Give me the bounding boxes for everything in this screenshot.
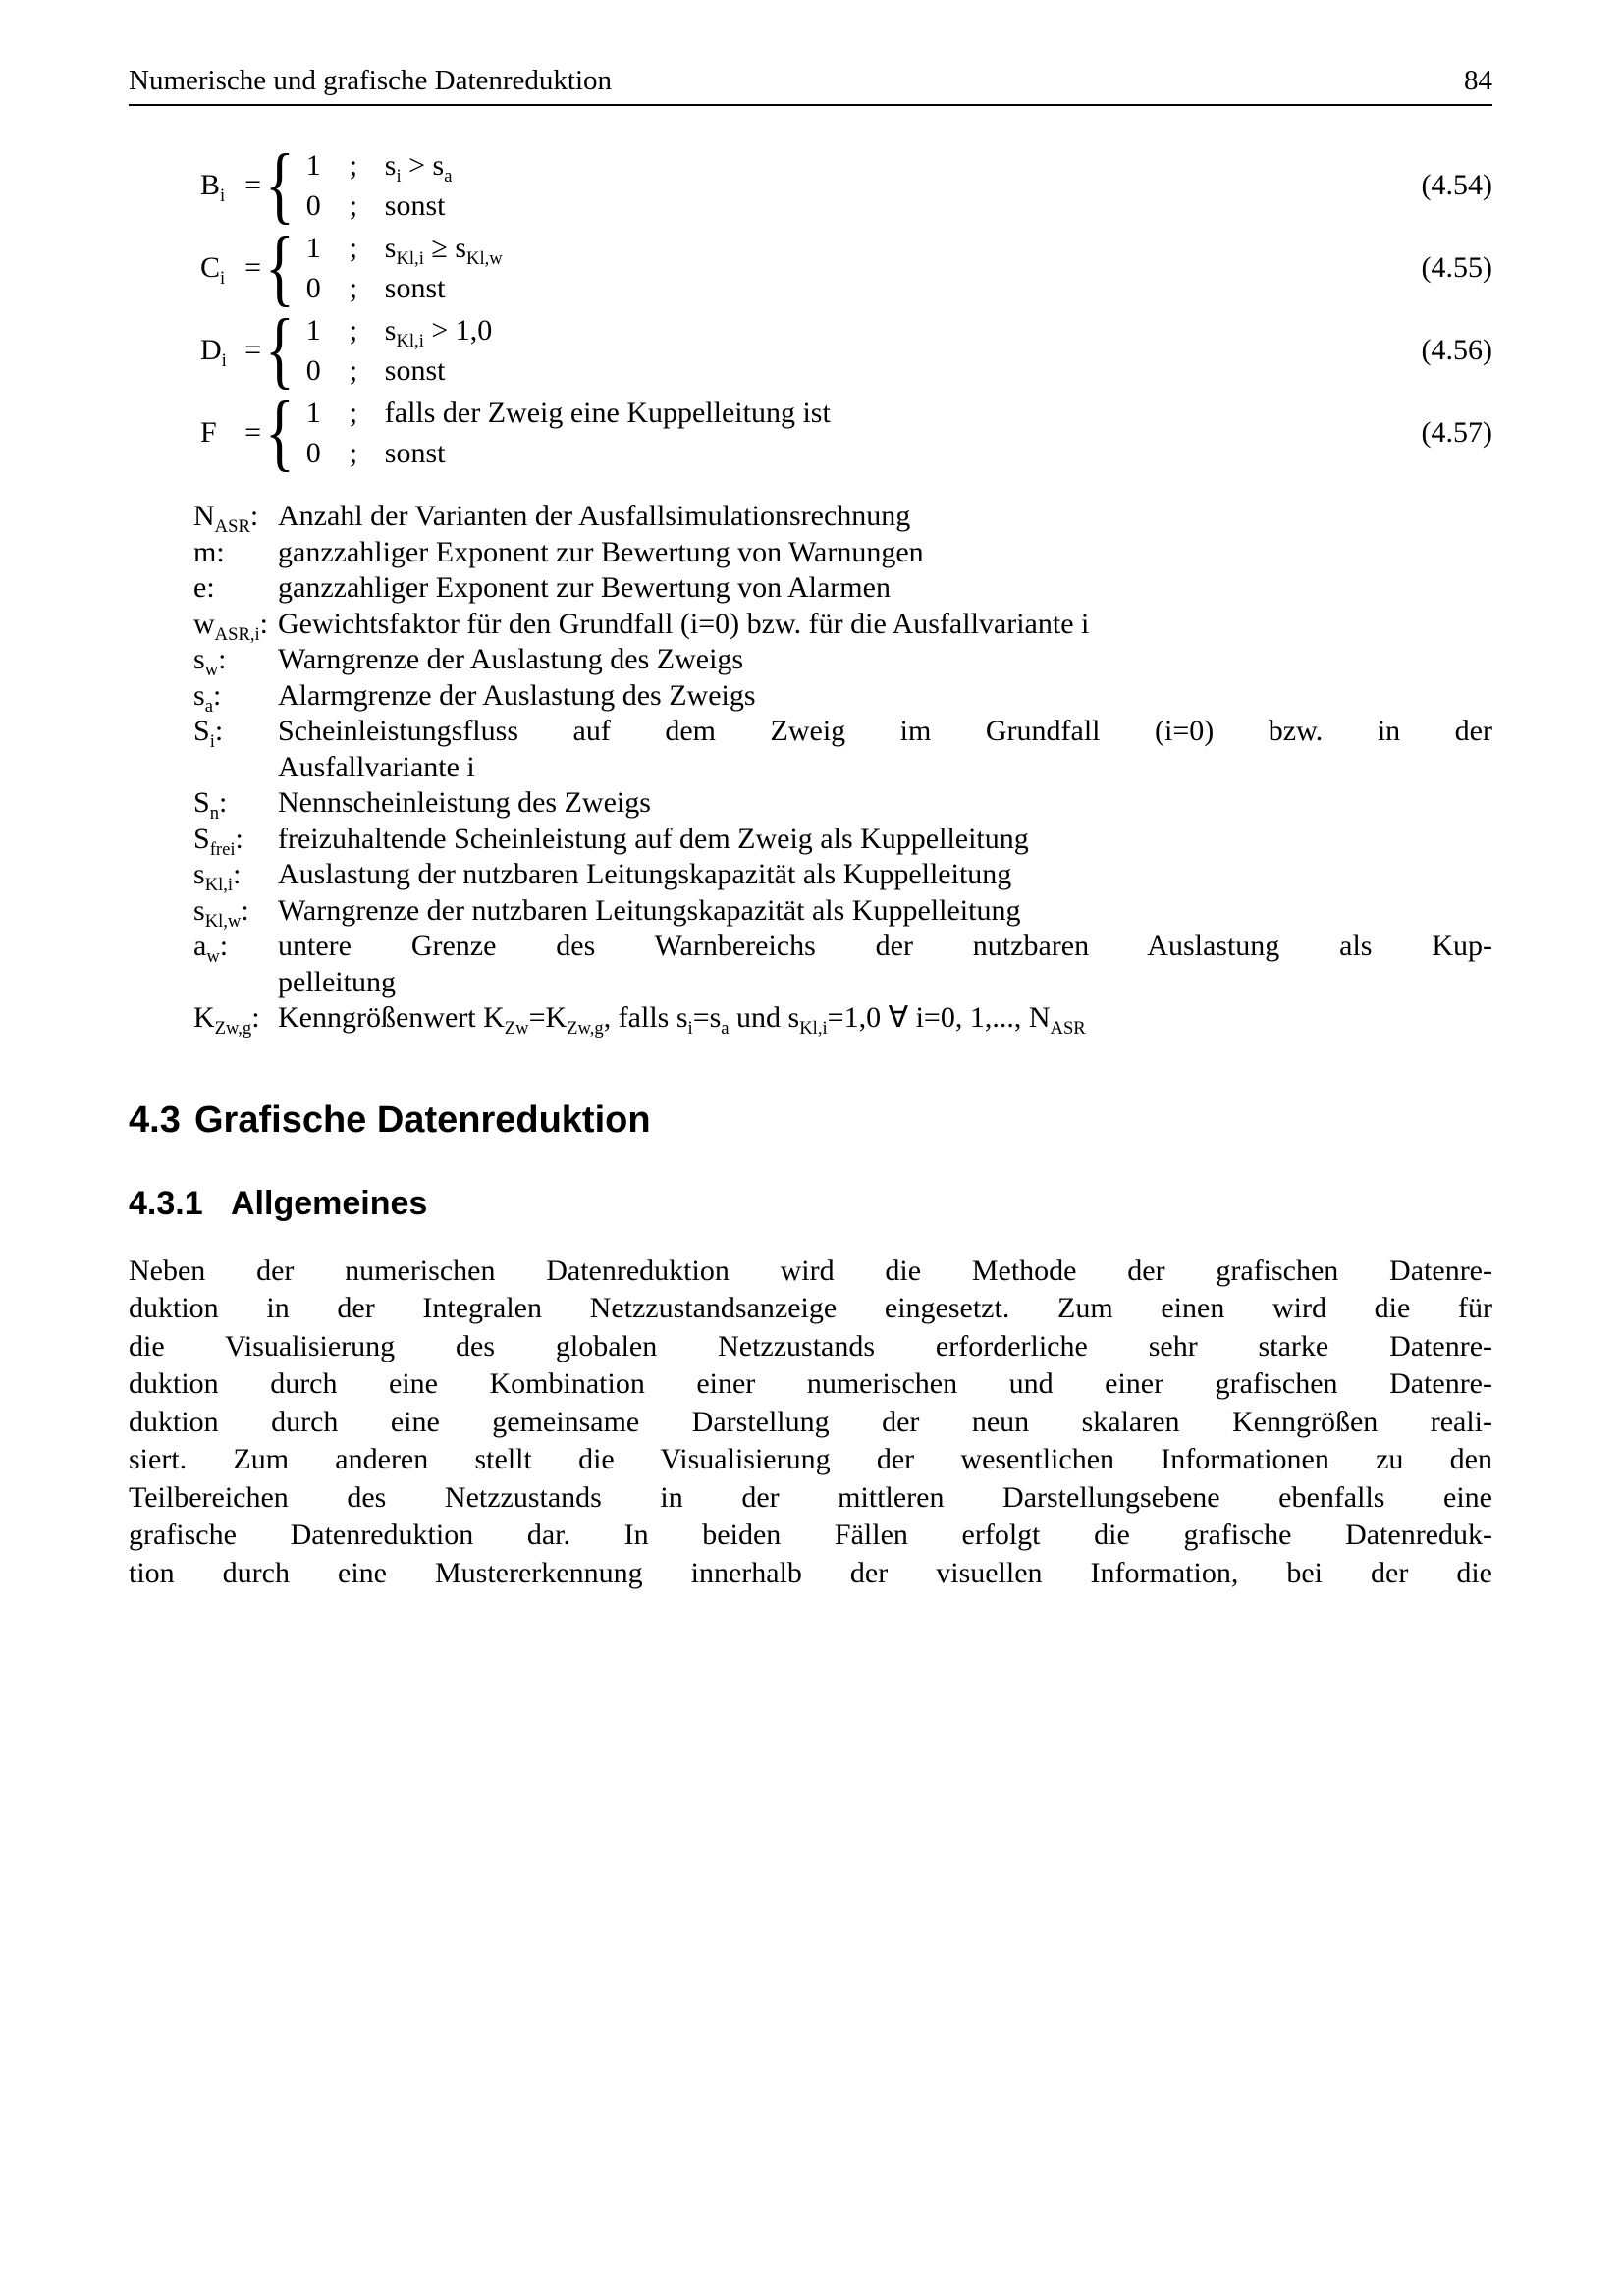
definition-row xyxy=(193,499,1492,535)
text-segment: : xyxy=(259,607,269,640)
case-value: 0 xyxy=(305,437,321,469)
text-segment: falls der Zweig eine Kuppelleitung ist xyxy=(384,397,831,429)
case-value: 1 xyxy=(305,149,321,182)
subscript-text: ASR,i xyxy=(214,623,260,645)
definition-row xyxy=(193,570,1492,607)
definition-term xyxy=(193,570,278,607)
definition-line xyxy=(278,1000,1492,1037)
subscript-text: Kl,i xyxy=(204,875,234,895)
text-segment: =s xyxy=(692,1001,722,1034)
subscript-text: i xyxy=(220,268,226,289)
definition-line xyxy=(278,893,1492,930)
subscript-text: i xyxy=(209,731,215,752)
equation-left xyxy=(200,302,493,398)
case-condition xyxy=(385,310,493,350)
subscript-text: Zw xyxy=(504,1018,529,1039)
paragraph-line: duktion durch eine gemeinsame Darstellung der neun skalaren Kenngrößen reali- xyxy=(129,1405,1492,1438)
text-segment: Gewichtsfaktor für den Grundfall (i=0) bzw. für die Ausfallvariante i xyxy=(278,607,1090,640)
text-segment: : xyxy=(249,500,259,532)
equation-lhs xyxy=(200,416,261,450)
text-segment: a xyxy=(193,930,207,962)
text-segment: pelleitung xyxy=(278,965,396,998)
case-condition xyxy=(385,186,446,226)
text-segment: D xyxy=(200,334,222,366)
definition-line xyxy=(278,714,1492,750)
definition-term xyxy=(193,929,278,1000)
subscript-text: frei xyxy=(209,838,236,860)
cases-brace-glyph: { xyxy=(265,137,295,233)
case-value: 1 xyxy=(305,232,321,264)
text-segment: F xyxy=(200,416,217,449)
definition-description xyxy=(278,570,1492,607)
paragraph-line: tion durch eine Mustererkennung innerhalb der visuellen Information, bei der die xyxy=(129,1556,1492,1589)
subsection-number: 4.3.1 xyxy=(129,1184,203,1222)
text-segment: ganzzahliger Exponent zur Bewertung von Warnungen xyxy=(278,535,924,568)
text-segment: Auslastung der nutzbaren Leitungskapazität als Kuppelleitung xyxy=(278,858,1012,890)
equation-variable xyxy=(200,251,226,289)
text-segment: S xyxy=(193,715,210,747)
case-condition xyxy=(385,228,503,268)
equals-sign: = xyxy=(244,416,261,449)
equation-left xyxy=(200,137,453,233)
cases-brace-glyph: { xyxy=(265,220,295,315)
case-separator: ; xyxy=(349,232,358,264)
equation-cases xyxy=(306,310,493,391)
definition-line xyxy=(278,607,1492,643)
case-condition xyxy=(385,268,446,308)
case-value: 1 xyxy=(305,397,321,429)
subscript-text: i xyxy=(220,186,226,206)
definition-line xyxy=(278,678,1492,715)
equation-number: (4.55) xyxy=(1421,251,1492,284)
case-row xyxy=(306,268,503,308)
text-segment: : xyxy=(251,1001,260,1034)
subscript-text: a xyxy=(444,166,453,187)
definition-line xyxy=(278,857,1492,893)
subscript-text: Kl,i xyxy=(396,248,424,269)
definition-row xyxy=(193,642,1492,678)
definition-row xyxy=(193,857,1492,893)
text-segment: : xyxy=(214,715,224,747)
case-value: 0 xyxy=(305,354,321,387)
equation-left xyxy=(200,220,503,315)
text-segment: N xyxy=(193,500,215,532)
text-segment: s xyxy=(384,232,397,264)
text-segment: s xyxy=(384,149,397,182)
cases-brace-glyph: { xyxy=(265,385,295,480)
paragraph-line: Neben der numerischen Datenreduktion wird die Methode der grafischen Datenre- xyxy=(129,1254,1492,1287)
text-segment: Scheinleistungsfluss auf dem Zweig im Grundfall (i=0) bzw. in der xyxy=(278,715,1492,747)
definition-term xyxy=(193,822,278,858)
text-segment: > s xyxy=(401,149,445,182)
text-segment: ganzzahliger Exponent zur Bewertung von Alarmen xyxy=(278,571,891,604)
case-row xyxy=(306,310,493,350)
text-segment: sonst xyxy=(384,437,446,469)
text-segment: Warngrenze der Auslastung des Zweigs xyxy=(278,643,744,675)
case-condition xyxy=(385,393,831,433)
text-segment: s xyxy=(384,314,397,347)
subscript-text: Kl,w xyxy=(204,910,242,932)
case-separator: ; xyxy=(349,189,358,222)
definition-term xyxy=(193,678,278,715)
page-header xyxy=(129,65,1492,106)
definition-description xyxy=(278,642,1492,678)
text-segment: sonst xyxy=(384,354,446,387)
definition-description xyxy=(278,822,1492,858)
text-segment: sonst xyxy=(384,189,446,222)
subscript-text: n xyxy=(209,803,219,824)
section-heading xyxy=(129,1099,1492,1142)
equation-cases xyxy=(306,393,831,473)
definition-description xyxy=(278,678,1492,715)
case-row xyxy=(306,145,453,186)
text-segment: m: xyxy=(193,535,225,568)
definition-description xyxy=(278,499,1492,535)
subscript-text: i xyxy=(687,1018,693,1039)
running-title: Numerische und grafische Datenreduktion xyxy=(129,65,613,96)
text-segment: : xyxy=(218,643,227,675)
equals-sign: = xyxy=(244,334,261,366)
definition-description xyxy=(278,535,1492,571)
definition-term xyxy=(193,607,278,643)
case-value: 0 xyxy=(305,189,321,222)
paragraph-line: Teilbereichen des Netzzustands in der mittleren Darstellungsebene ebenfalls eine xyxy=(129,1480,1492,1514)
paragraph-line: die Visualisierung des globalen Netzzustands erforderliche sehr starke Datenre- xyxy=(129,1329,1492,1362)
equation-lhs xyxy=(200,334,261,371)
case-separator: ; xyxy=(349,314,358,347)
definition-line xyxy=(278,785,1492,822)
case-separator: ; xyxy=(349,149,358,182)
text-segment: w xyxy=(193,607,215,640)
text-segment: s xyxy=(193,643,205,675)
definition-line xyxy=(278,750,1492,786)
text-segment: : xyxy=(241,893,249,927)
text-segment: freizuhaltende Scheinleistung auf dem Zweig als Kuppelleitung xyxy=(278,822,1029,855)
subsection-title: Allgemeines xyxy=(231,1184,428,1222)
text-segment: =1,0 ∀ i=0, 1,..., N xyxy=(827,1001,1051,1034)
text-segment: =K xyxy=(528,1001,568,1034)
subscript-text: ASR xyxy=(1050,1018,1086,1039)
definition-row xyxy=(193,607,1492,643)
text-segment: Ausfallvariante i xyxy=(278,750,475,783)
definition-description xyxy=(278,1000,1492,1037)
definition-term xyxy=(193,893,278,930)
text-segment: : xyxy=(233,858,242,890)
definition-description xyxy=(278,607,1492,643)
equations-container xyxy=(200,137,1492,480)
section-number: 4.3 xyxy=(129,1098,181,1141)
equation-number: (4.57) xyxy=(1421,416,1492,449)
text-segment: , falls s xyxy=(603,1001,688,1034)
definition-term xyxy=(193,642,278,678)
subscript-text: Zw,g xyxy=(567,1018,604,1039)
text-segment: K xyxy=(193,1001,215,1034)
definition-description xyxy=(278,857,1492,893)
case-row xyxy=(306,228,503,268)
equation-lhs xyxy=(200,169,261,206)
equation-cases xyxy=(306,145,453,226)
equation-variable xyxy=(200,416,217,450)
text-segment: : xyxy=(235,822,243,855)
definition-term xyxy=(193,785,278,822)
text-segment: Kenngrößenwert K xyxy=(278,1001,505,1034)
case-separator: ; xyxy=(349,272,358,304)
subscript-text: a xyxy=(204,695,213,717)
case-value: 1 xyxy=(305,314,321,347)
case-value: 0 xyxy=(305,272,321,304)
equation-variable xyxy=(200,169,226,206)
definition-term xyxy=(193,499,278,535)
definition-term xyxy=(193,714,278,785)
equation-lhs xyxy=(200,251,261,289)
case-separator: ; xyxy=(349,437,358,469)
subscript-text: Kl,i xyxy=(799,1018,828,1039)
definition-line xyxy=(278,642,1492,678)
text-segment: und s xyxy=(729,1001,800,1034)
text-segment: s xyxy=(193,678,205,712)
subscript-text: Kl,w xyxy=(466,248,503,269)
equation-left xyxy=(200,385,831,480)
subscript-text: i xyxy=(221,350,227,371)
definition-line xyxy=(278,570,1492,607)
equation-row xyxy=(200,302,1492,398)
equation-row xyxy=(200,137,1492,233)
definition-description xyxy=(278,785,1492,822)
subscript-text: Zw,g xyxy=(214,1018,252,1039)
case-row xyxy=(306,393,831,433)
text-segment: S xyxy=(193,822,210,855)
definition-description xyxy=(278,929,1492,1000)
definition-line xyxy=(278,535,1492,571)
text-segment: : xyxy=(218,786,228,819)
definition-line xyxy=(278,929,1492,965)
case-separator: ; xyxy=(349,354,358,387)
definition-term xyxy=(193,1000,278,1037)
subscript-text: w xyxy=(204,660,219,680)
section-title: Grafische Datenreduktion xyxy=(194,1098,651,1141)
text-segment: > 1,0 xyxy=(423,314,493,347)
definition-row xyxy=(193,678,1492,715)
subsection-heading xyxy=(129,1185,1492,1223)
text-segment: s xyxy=(193,893,205,927)
equation-variable xyxy=(200,334,227,371)
text-segment: sonst xyxy=(384,272,446,304)
equals-sign: = xyxy=(244,251,261,284)
text-segment: : xyxy=(212,678,222,712)
definition-term xyxy=(193,535,278,571)
cases-brace-glyph: { xyxy=(265,302,295,398)
text-segment: untere Grenze des Warnbereichs der nutzbaren Auslastung als Kup- xyxy=(278,930,1492,962)
definition-row xyxy=(193,535,1492,571)
case-row xyxy=(306,433,831,473)
subscript-text: Kl,i xyxy=(396,331,424,351)
text-segment: ≥ s xyxy=(423,232,467,264)
definition-row xyxy=(193,893,1492,930)
case-condition xyxy=(385,350,446,391)
equation-row xyxy=(200,385,1492,480)
definition-row xyxy=(193,929,1492,1000)
definition-row xyxy=(193,785,1492,822)
case-condition xyxy=(385,145,453,186)
text-segment: C xyxy=(200,251,221,284)
text-segment: : xyxy=(219,930,229,962)
page-number: 84 xyxy=(1464,65,1492,96)
text-segment: Nennscheinleistung des Zweigs xyxy=(278,786,651,819)
definition-row xyxy=(193,822,1492,858)
body-paragraph xyxy=(129,1253,1492,1593)
equation-number: (4.54) xyxy=(1421,169,1492,201)
subscript-text: w xyxy=(206,946,220,967)
definition-line xyxy=(278,965,1492,1001)
text-segment: Warngrenze der nutzbaren Leitungskapazität als Kuppelleitung xyxy=(278,893,1021,927)
paragraph-line: siert. Zum anderen stellt die Visualisierung der wesentlichen Informationen zu den xyxy=(129,1443,1492,1475)
definition-term xyxy=(193,857,278,893)
text-segment: s xyxy=(193,858,205,890)
paragraph-line: duktion in der Integralen Netzzustandsanzeige eingesetzt. Zum einen wird die für xyxy=(129,1292,1492,1324)
equation-row xyxy=(200,220,1492,315)
definition-row xyxy=(193,714,1492,785)
text-segment: S xyxy=(193,786,210,819)
definition-line xyxy=(278,822,1492,858)
case-condition xyxy=(385,433,446,473)
case-separator: ; xyxy=(349,397,358,429)
definitions-list xyxy=(193,499,1492,1037)
text-segment: B xyxy=(200,169,221,201)
definition-description xyxy=(278,893,1492,930)
paragraph-line: duktion durch eine Kombination einer numerischen und einer grafischen Datenre- xyxy=(129,1367,1492,1400)
definition-line xyxy=(278,499,1492,535)
text-segment: Alarmgrenze der Auslastung des Zweigs xyxy=(278,678,756,712)
equation-cases xyxy=(306,228,503,308)
subscript-text: a xyxy=(721,1018,730,1039)
equals-sign: = xyxy=(244,169,261,201)
text-segment: e: xyxy=(193,571,215,604)
definition-row xyxy=(193,1000,1492,1037)
text-segment: Anzahl der Varianten der Ausfallsimulationsrechnung xyxy=(278,500,911,532)
case-row xyxy=(306,186,453,226)
case-row xyxy=(306,350,493,391)
definition-description xyxy=(278,714,1492,785)
paragraph-line: grafische Datenreduktion dar. In beiden Fällen erfolgt die grafische Datenreduk- xyxy=(129,1519,1492,1551)
equation-number: (4.56) xyxy=(1421,334,1492,366)
subscript-text: i xyxy=(396,166,402,187)
subscript-text: ASR xyxy=(214,516,250,537)
